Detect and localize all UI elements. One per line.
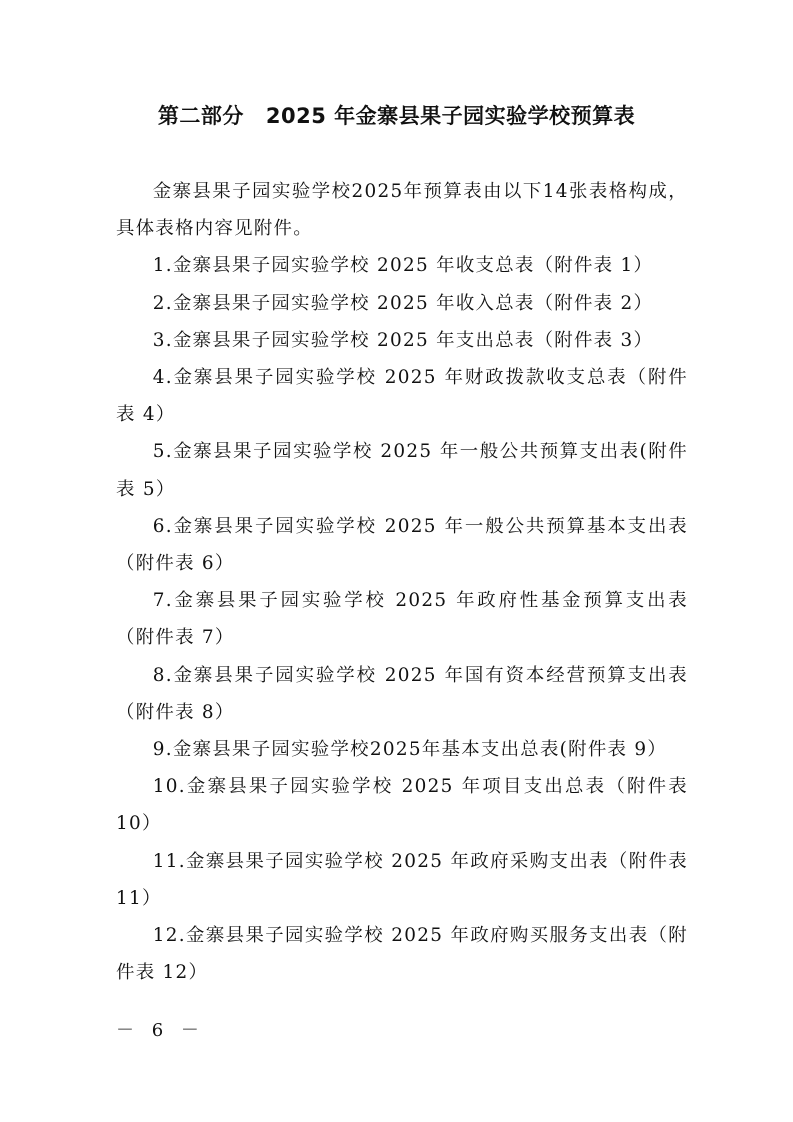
document-body bbox=[116, 173, 688, 991]
list-item: 11.金寨县果子园实验学校 2025 年政府采购支出表（附件表 11） bbox=[116, 850, 688, 909]
page-title bbox=[0, 100, 793, 130]
list-item: 5.金寨县果子园实验学校 2025 年一般公共预算支出表(附件表 5） bbox=[116, 441, 688, 500]
list-item: 1.金寨县果子园实验学校 2025 年收支总表（附件表 1） bbox=[152, 255, 654, 277]
intro-paragraph: 金寨县果子园实验学校2025年预算表由以下14张表格构成，具体表格内容见附件。 bbox=[116, 181, 688, 240]
title-part-label: 第二部分 bbox=[157, 104, 244, 128]
list-item: 12.金寨县果子园实验学校 2025 年政府购买服务支出表（附件表 12） bbox=[116, 925, 688, 984]
list-item: 7.金寨县果子园实验学校 2025 年政府性基金预算支出表（附件表 7） bbox=[116, 590, 688, 649]
title-main-text: 2025 年金寨县果子园实验学校预算表 bbox=[265, 104, 636, 128]
list-item: 8.金寨县果子园实验学校 2025 年国有资本经营预算支出表（附件表 8） bbox=[116, 664, 688, 723]
list-item: 4.金寨县果子园实验学校 2025 年财政拨款收支总表（附件表 4） bbox=[116, 367, 688, 426]
list-item: 10.金寨县果子园实验学校 2025 年项目支出总表（附件表 10） bbox=[116, 776, 688, 835]
list-item: 6.金寨县果子园实验学校 2025 年一般公共预算基本支出表（附件表 6） bbox=[116, 515, 688, 575]
list-item: 3.金寨县果子园实验学校 2025 年支出总表（附件表 3） bbox=[152, 329, 654, 351]
list-item: 9.金寨县果子园实验学校2025年基本支出总表(附件表 9） bbox=[152, 739, 668, 761]
page-number: － 6 － bbox=[116, 1020, 205, 1041]
list-item: 2.金寨县果子园实验学校 2025 年收入总表（附件表 2） bbox=[152, 292, 654, 314]
